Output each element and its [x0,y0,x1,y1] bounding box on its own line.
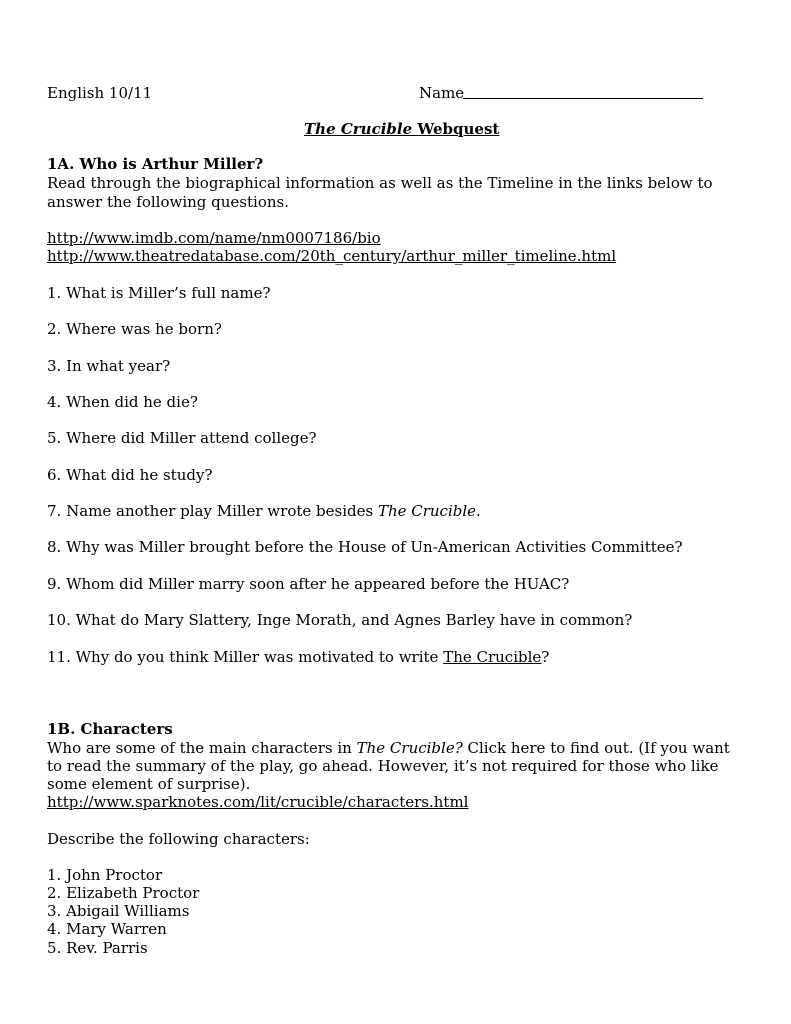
section-a-heading: 1A. Who is Arthur Miller? [47,155,264,173]
question-2: 2. Where was he born? [47,320,222,338]
section-b-heading: 1B. Characters [47,720,173,738]
section-b-line-1a: Who are some of the main characters in [47,739,357,757]
title-italic: The Crucible [304,120,413,138]
question-8: 8. Why was Miller brought before the House of Un-American Activities Committee? [47,538,683,556]
question-7-title: The Crucible. [377,502,481,520]
question-3: 3. In what year? [47,357,171,375]
section-a-intro-2: answer the following questions. [47,193,289,211]
title-rest: Webquest [412,120,500,138]
question-7 [47,502,481,520]
theatredatabase-link[interactable]: http://www.theatredatabase.com/20th_century/arthur_miller_timeline.html [47,247,617,265]
question-7-text: 7. Name another play Miller wrote besides [47,502,378,520]
character-1: 1. John Proctor [47,866,163,884]
section-b-line-2: to read the summary of the play, go ahead. However, it’s not required for those who like [47,757,719,775]
character-2: 2. Elizabeth Proctor [47,884,200,902]
question-11-text: 11. Why do you think Miller was motivated to write [47,648,444,666]
name-blank-line[interactable] [463,98,703,99]
name-label: Name [419,84,465,102]
section-b-line-1 [47,739,730,757]
question-10: 10. What do Mary Slattery, Inge Morath, and Agnes Barley have in common? [47,611,633,629]
imdb-link[interactable]: http://www.imdb.com/name/nm0007186/bio [47,229,381,247]
describe-instruction: Describe the following characters: [47,830,310,848]
question-11-end: ? [541,648,550,666]
question-4: 4. When did he die? [47,393,198,411]
question-5: 5. Where did Miller attend college? [47,429,317,447]
sparknotes-link[interactable]: http://www.sparknotes.com/lit/crucible/characters.html [47,793,469,811]
character-5: 5. Rev. Parris [47,939,148,957]
section-b-line-1-title: The Crucible? [356,739,463,757]
character-3: 3. Abigail Williams [47,902,190,920]
question-11-title: The Crucible [443,648,542,666]
course-label: English 10/11 [47,84,153,102]
question-9: 9. Whom did Miller marry soon after he appeared before the HUAC? [47,575,570,593]
question-6: 6. What did he study? [47,466,213,484]
question-1: 1. What is Miller’s full name? [47,284,271,302]
question-11 [47,648,549,666]
character-4: 4. Mary Warren [47,920,167,938]
page-title [304,120,499,138]
section-b-line-3: some element of surprise). [47,775,251,793]
section-a-intro-1: Read through the biographical information as well as the Timeline in the links below to [47,174,713,192]
section-b-line-1b: Click here to find out. (If you want [462,739,730,757]
